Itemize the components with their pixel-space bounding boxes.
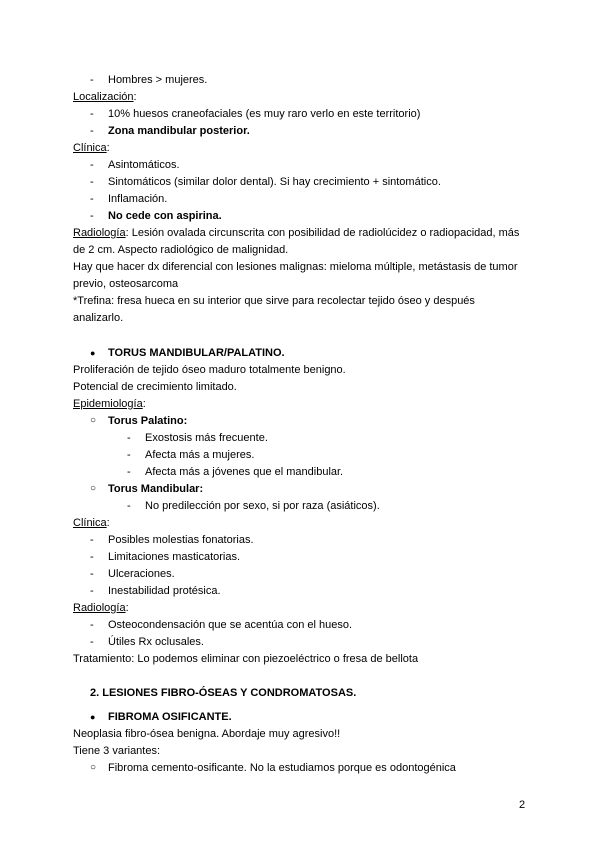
list-item-text: Zona mandibular posterior. bbox=[108, 125, 250, 137]
list-item-text: Posibles molestias fonatorias. bbox=[108, 534, 254, 546]
heading-label: Localización bbox=[73, 91, 134, 103]
heading-colon: : bbox=[125, 602, 129, 614]
paragraph-line bbox=[73, 226, 519, 240]
section-heading bbox=[73, 516, 110, 530]
paragraph-text: : Lesión ovalada circunscrita con posibilidad de radiolúcidez o radiopacidad, más bbox=[125, 227, 520, 239]
paragraph-line: analizarlo. bbox=[73, 312, 124, 324]
list-dash: - bbox=[90, 619, 94, 631]
list-item-text: Inestabilidad protésica. bbox=[108, 585, 221, 597]
paragraph-line: previo, osteosarcoma bbox=[73, 278, 179, 290]
list-item-text: Hombres > mujeres. bbox=[108, 74, 208, 86]
list-dash: - bbox=[127, 449, 131, 461]
topic-heading: FIBROMA OSIFICANTE. bbox=[108, 711, 232, 723]
paragraph-line: Potencial de crecimiento limitado. bbox=[73, 381, 237, 393]
list-dash: - bbox=[90, 176, 94, 188]
section-heading bbox=[73, 90, 137, 104]
heading-colon: : bbox=[106, 517, 110, 529]
list-item-text: Limitaciones masticatorias. bbox=[108, 551, 241, 563]
circle-bullet-icon: ○ bbox=[90, 483, 97, 494]
list-dash: - bbox=[90, 125, 94, 137]
paragraph-line: Tratamiento: Lo podemos eliminar con piezoeléctrico o fresa de bellota bbox=[73, 653, 419, 665]
list-item-text: Inflamación. bbox=[108, 193, 168, 205]
heading-colon: : bbox=[106, 142, 110, 154]
subtopic-heading: Torus Mandibular: bbox=[108, 483, 204, 495]
list-item-text: Fibroma cemento-osificante. No la estudiamos porque es odontogénica bbox=[108, 762, 456, 774]
list-item-text: Osteocondensación que se acentúa con el hueso. bbox=[108, 619, 353, 631]
list-item-text: Afecta más a mujeres. bbox=[145, 449, 255, 461]
list-item-text: Afecta más a jóvenes que el mandibular. bbox=[145, 466, 344, 478]
heading-label: Clínica bbox=[73, 517, 107, 529]
page-number: 2 bbox=[519, 799, 526, 811]
list-item-text: 10% huesos craneofaciales (es muy raro verlo en este territorio) bbox=[108, 108, 421, 120]
list-dash: - bbox=[127, 500, 131, 512]
heading-colon: : bbox=[133, 91, 137, 103]
heading-label: Radiología bbox=[73, 602, 126, 614]
bullet-icon: ● bbox=[90, 712, 96, 722]
bullet-icon: ● bbox=[90, 348, 96, 358]
list-dash: - bbox=[90, 193, 94, 205]
section-heading bbox=[73, 601, 129, 615]
list-dash: - bbox=[90, 568, 94, 580]
heading-label: Radiología bbox=[73, 227, 126, 239]
heading-colon: : bbox=[142, 398, 146, 410]
section-heading bbox=[73, 141, 110, 155]
paragraph-line: Tiene 3 variantes: bbox=[73, 745, 161, 757]
list-item-text: Ulceraciones. bbox=[108, 568, 175, 580]
subtopic-heading: Torus Palatino: bbox=[108, 415, 188, 427]
section-title: 2. LESIONES FIBRO-ÓSEAS Y CONDROMATOSAS. bbox=[90, 687, 357, 699]
list-dash: - bbox=[90, 74, 94, 86]
paragraph-line: Neoplasia fibro-ósea benigna. Abordaje muy agresivo!! bbox=[73, 728, 341, 740]
list-dash: - bbox=[90, 551, 94, 563]
paragraph-line: Hay que hacer dx diferencial con lesiones malignas: mieloma múltiple, metástasis de tumor bbox=[73, 261, 518, 273]
heading-label: Epidemiología bbox=[73, 398, 143, 410]
list-item-text: No cede con aspirina. bbox=[108, 210, 222, 222]
list-item-text: Útiles Rx oclusales. bbox=[108, 636, 204, 648]
topic-heading: TORUS MANDIBULAR/PALATINO. bbox=[108, 347, 285, 359]
list-dash: - bbox=[127, 432, 131, 444]
list-dash: - bbox=[90, 585, 94, 597]
paragraph-line: *Trefina: fresa hueca en su interior que sirve para recolectar tejido óseo y después bbox=[73, 295, 475, 307]
list-item-text: Sintomáticos (similar dolor dental). Si hay crecimiento + sintomático. bbox=[108, 176, 441, 188]
circle-bullet-icon: ○ bbox=[90, 415, 97, 426]
list-item-text: No predilección por sexo, si por raza (asiáticos). bbox=[145, 500, 380, 512]
paragraph-line: de 2 cm. Aspecto radiológico de malignidad. bbox=[73, 244, 289, 256]
list-dash: - bbox=[90, 159, 94, 171]
section-heading bbox=[73, 397, 146, 411]
list-dash: - bbox=[90, 108, 94, 120]
list-item-text: Exostosis más frecuente. bbox=[145, 432, 268, 444]
paragraph-line: Proliferación de tejido óseo maduro totalmente benigno. bbox=[73, 364, 346, 376]
list-dash: - bbox=[90, 210, 94, 222]
list-dash: - bbox=[90, 534, 94, 546]
circle-bullet-icon: ○ bbox=[90, 762, 97, 773]
heading-label: Clínica bbox=[73, 142, 107, 154]
list-dash: - bbox=[90, 636, 94, 648]
list-item-text: Asintomáticos. bbox=[108, 159, 180, 171]
list-dash: - bbox=[127, 466, 131, 478]
